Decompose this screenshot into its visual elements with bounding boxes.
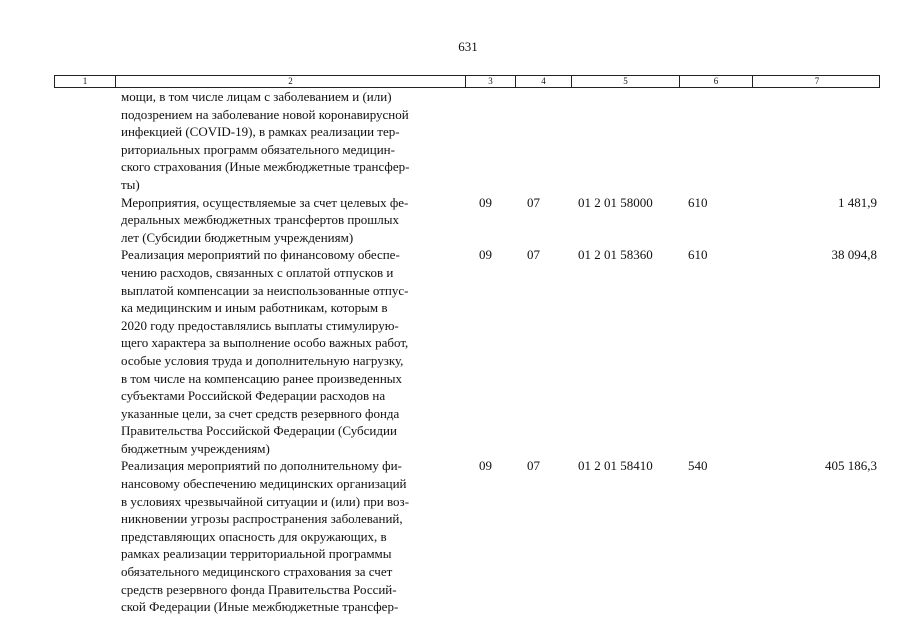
- row-section-code: 09: [479, 194, 492, 210]
- row-expense-type: 540: [688, 458, 708, 474]
- table-row: [54, 246, 880, 457]
- description-line: риториальных программ обязательного медицин-: [121, 141, 395, 157]
- row-amount: 405 186,3: [825, 458, 877, 474]
- description-line: щего характера за выполнение особо важных работ,: [121, 335, 409, 351]
- row-expense-type: 610: [688, 247, 708, 263]
- description-line: обязательного медицинского страхования за счет: [121, 564, 393, 580]
- row-description: [115, 246, 465, 457]
- description-line: ской Федерации (Иные межбюджетные трансфер-: [121, 599, 399, 615]
- description-line: никновении угрозы распространения заболеваний,: [121, 511, 403, 527]
- description-line: в том числе на компенсацию ранее произведенных: [121, 370, 403, 386]
- table-header-row: [54, 75, 880, 88]
- description-line: инфекцией (COVID-19), в рамках реализации тер-: [121, 124, 400, 140]
- row-target-article: 01 2 01 58360: [578, 247, 653, 263]
- description-line: ты): [121, 176, 140, 192]
- description-line: лет (Субсидии бюджетным учреждениям): [121, 229, 354, 245]
- header-col-2: 2: [116, 76, 466, 87]
- description-line: указанные цели, за счет средств резервного фонда: [121, 405, 400, 421]
- row-section-code: 09: [479, 458, 492, 474]
- header-col-4: 4: [516, 76, 572, 87]
- header-col-7: 7: [814, 76, 820, 86]
- row-description: [115, 88, 465, 194]
- description-line: ка медицинским и иным работникам, которым в: [121, 300, 388, 316]
- row-section-code: 09: [479, 247, 492, 263]
- description-line: Реализация мероприятий по дополнительному фи-: [121, 458, 402, 474]
- page-number: 631: [458, 39, 478, 54]
- row-amount: 1 481,9: [838, 194, 877, 210]
- description-line: Реализация мероприятий по финансовому обеспе-: [121, 247, 400, 263]
- description-line: в условиях чрезвычайной ситуации и (или) при воз-: [121, 493, 410, 509]
- table-row: [54, 88, 880, 194]
- budget-table: [54, 75, 880, 616]
- header-col-1: 1: [55, 76, 116, 87]
- description-line: средств резервного фонда Правительства Россий-: [121, 581, 397, 597]
- row-target-article: 01 2 01 58000: [578, 194, 653, 210]
- description-line: особые условия труда и дополнительную нагрузку,: [121, 352, 404, 368]
- row-subsection-code: 07: [527, 458, 540, 474]
- description-line: мощи, в том числе лицам с заболеванием и (или): [121, 89, 392, 104]
- row-target-article: 01 2 01 58410: [578, 458, 653, 474]
- row-expense-type: 610: [688, 194, 708, 210]
- header-col-6: 6: [680, 76, 753, 87]
- description-line: субъектами Российской Федерации расходов на: [121, 388, 386, 404]
- description-line: ского страхования (Иные межбюджетные трансфер-: [121, 159, 410, 175]
- table-body: [54, 88, 880, 616]
- description-line: деральных межбюджетных трансфертов прошлых: [121, 212, 400, 228]
- description-line: подозрением на заболевание новой коронавирусной: [121, 106, 409, 122]
- header-col-5: 5: [572, 76, 680, 87]
- description-line: рамках реализации территориальной программы: [121, 546, 392, 562]
- header-col-3: 3: [466, 76, 516, 87]
- row-subsection-code: 07: [527, 247, 540, 263]
- description-line: выплатой компенсации за неиспользованные отпус-: [121, 282, 409, 298]
- description-line: Правительства Российской Федерации (Субсидии: [121, 423, 397, 439]
- row-description: [115, 457, 465, 615]
- description-line: бюджетным учреждениям): [121, 440, 270, 456]
- description-line: Мероприятия, осуществляемые за счет целевых фе-: [121, 194, 409, 210]
- description-line: представляющих опасность для окружающих, в: [121, 528, 387, 544]
- row-amount: 38 094,8: [831, 247, 877, 263]
- table-row: [54, 194, 880, 247]
- table-row: [54, 457, 880, 615]
- description-line: нансовому обеспечению медицинских организаций: [121, 476, 407, 492]
- row-subsection-code: 07: [527, 194, 540, 210]
- description-line: 2020 году предоставлялись выплаты стимулирую-: [121, 317, 399, 333]
- row-description: [115, 194, 465, 247]
- description-line: чению расходов, связанных с оплатой отпусков и: [121, 264, 394, 280]
